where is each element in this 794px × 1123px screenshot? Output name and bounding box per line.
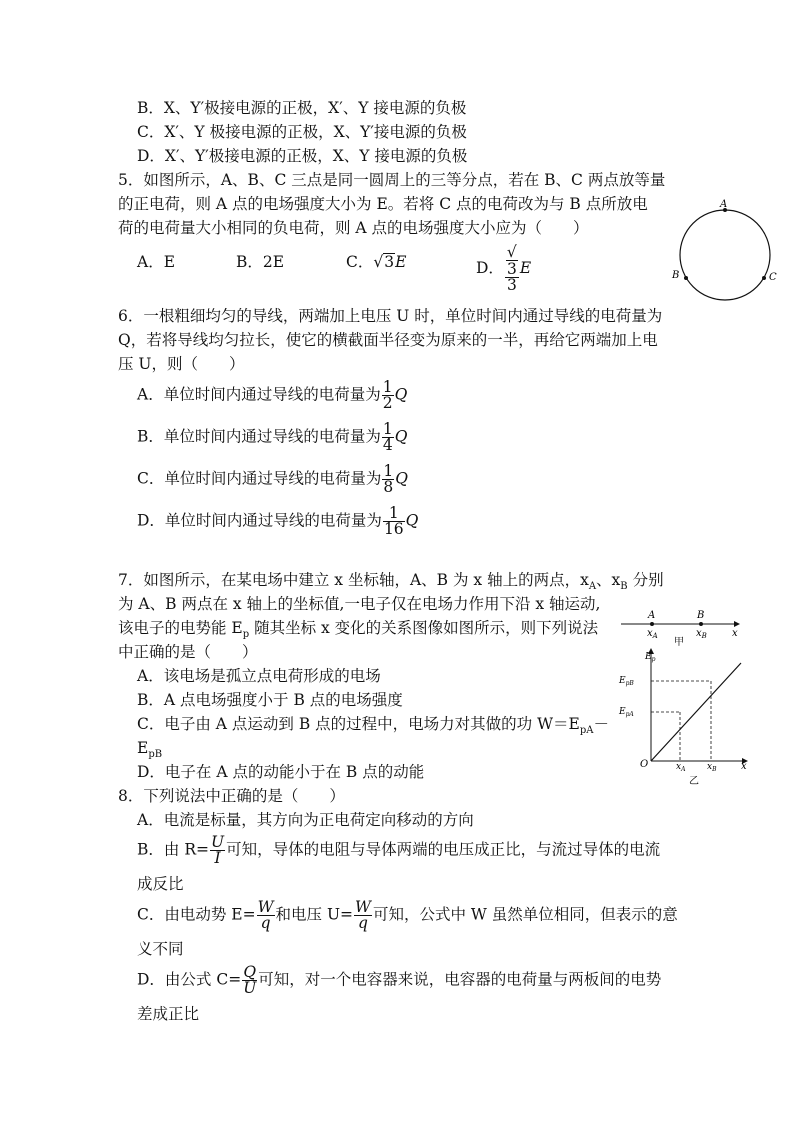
label-c: C — [769, 272, 777, 283]
label-ep: $E_p$ — [645, 652, 656, 663]
q8-option-d: D．由公式 C= $\frac{Q}{U}$ 可知，对一个电容器来说，电容器的电荷量与两板间的电势 — [137, 963, 662, 997]
q6-option-a: A．单位时间内通过导线的电荷量为 $\frac{1}{2}$ Q — [137, 378, 408, 412]
q6-option-b: B．单位时间内通过导线的电荷量为 $\frac{1}{4}$ Q — [137, 420, 408, 454]
q5-option-b: B．2E — [236, 253, 285, 271]
q6-option-c: C．单位时间内通过导线的电荷量为 $\frac{1}{8}$ Q — [137, 462, 408, 496]
label-b-jia: B — [697, 610, 705, 621]
q5-stem-line3: 荷的电荷量大小相同的负电荷，则 A 点的电场强度大小应为（ ） — [118, 219, 589, 237]
q7-option-d: D．电子在 A 点的动能小于在 B 点的动能 — [137, 763, 425, 781]
label-x-jia: x — [732, 628, 738, 639]
q7-stem-line4: 中正确的是（ ） — [118, 643, 258, 661]
label-x-yi: x — [741, 761, 747, 772]
q5-stem-line2: 的正电荷，则 A 点的电场强度大小为 E。若将 C 点的电荷改为与 B 点所放电 — [118, 195, 648, 213]
q4-option-d: D．X′、Y′极接电源的正极，X、Y 接电源的负极 — [137, 147, 468, 165]
point-a-jia — [650, 622, 654, 626]
label-origin: O — [640, 759, 649, 770]
point-b-jia — [699, 622, 703, 626]
q6-option-d: D．单位时间内通过导线的电荷量为 $\frac{1}{16}$ Q — [137, 504, 419, 538]
label-a-jia: A — [648, 610, 656, 621]
q7-stem-line2: 为 A、B 两点在 x 轴上的坐标值,一电子仅在电场力作用下沿 x 轴运动, — [118, 595, 601, 613]
label-epb: $E_{pB}$ — [619, 676, 634, 687]
q6-stem-line3: 压 U，则（ ） — [118, 355, 245, 373]
q7-option-b: B．A 点电场强度小于 B 点的电场强度 — [137, 691, 403, 709]
q6-stem-line1: 6．一根粗细均匀的导线，两端加上电压 U 时，单位时间内通过导线的电荷量为 — [118, 307, 663, 325]
label-xb-jia: $x_B$ — [696, 628, 707, 640]
q7-figure-jia — [615, 604, 745, 646]
q5-option-c: C．√3E — [346, 253, 407, 271]
q4-option-c: C．X′、Y 极接电源的正极，X、Y′接电源的负极 — [137, 123, 467, 141]
label-b: B — [672, 270, 680, 281]
q7-option-a: A．该电场是孤立点电荷形成的电场 — [137, 667, 381, 685]
q7-figure-yi — [615, 645, 755, 785]
point-c — [762, 276, 766, 280]
ep-line — [651, 663, 741, 761]
label-xa-jia: $x_A$ — [647, 628, 658, 640]
q5-option-a: A．E — [137, 253, 176, 271]
q8-option-c: C．由电动势 E= $\frac{W}{q}$ 和电压 U= $\frac{W}{q}$ 可知，公式中 W 虽然单位相同，但表示的意 — [137, 898, 678, 932]
label-xb-yi: $x_B$ — [707, 762, 717, 773]
q8-stem: 8．下列说法中正确的是（ ） — [118, 787, 345, 805]
q7-option-c: C．电子由 A 点运动到 B 点的过程中，电场力对其做的功 $W=E_{pA}-$ — [137, 715, 609, 737]
circle-outline — [680, 210, 770, 300]
q8-option-d-line2: 差成正比 — [137, 1005, 200, 1023]
q4-option-b: B．X、Y′极接电源的正极，X′、Y 接电源的负极 — [137, 99, 467, 117]
q5-circle-figure — [670, 198, 782, 310]
q5-option-d: D． √ 3 3 E — [476, 243, 532, 294]
label-xa-yi: $x_A$ — [676, 762, 686, 773]
q8-option-b: B．由 R= $\frac{U}{I}$ 可知，导体的电阻与导体两端的电压成正比，与流过导体的电流 — [137, 833, 661, 867]
q7-stem-line1: 7．如图所示，在某电场中建立 x 坐标轴，A、B 为 x 轴上的两点，$x_A$、$x_B$ 分别 — [118, 571, 664, 593]
point-b — [684, 276, 688, 280]
q5-stem-line1: 5．如图所示，A、B、C 三点是同一圆周上的三等分点，若在 B、C 两点放等量 — [118, 171, 666, 189]
q6-stem-line2: Q，若将导线均匀拉长，使它的横截面半径变为原来的一半，再给它两端加上电 — [118, 331, 658, 349]
q8-option-b-line2: 成反比 — [137, 875, 184, 893]
q8-option-c-line2: 义不同 — [137, 940, 184, 958]
label-epa: $E_{pA}$ — [619, 707, 634, 718]
label-a: A — [720, 199, 728, 210]
caption-yi: 乙 — [689, 776, 699, 785]
q7-stem-line3: 该电子的电势能 $E_p$ 随其坐标 x 变化的关系图像如图所示，则下列说法 — [118, 619, 599, 641]
q7-option-c-line2: $E_{pB}$ — [137, 739, 163, 761]
q8-option-a: A．电流是标量，其方向为正电荷定向移动的方向 — [137, 811, 474, 829]
caption-jia: 甲 — [674, 637, 684, 646]
